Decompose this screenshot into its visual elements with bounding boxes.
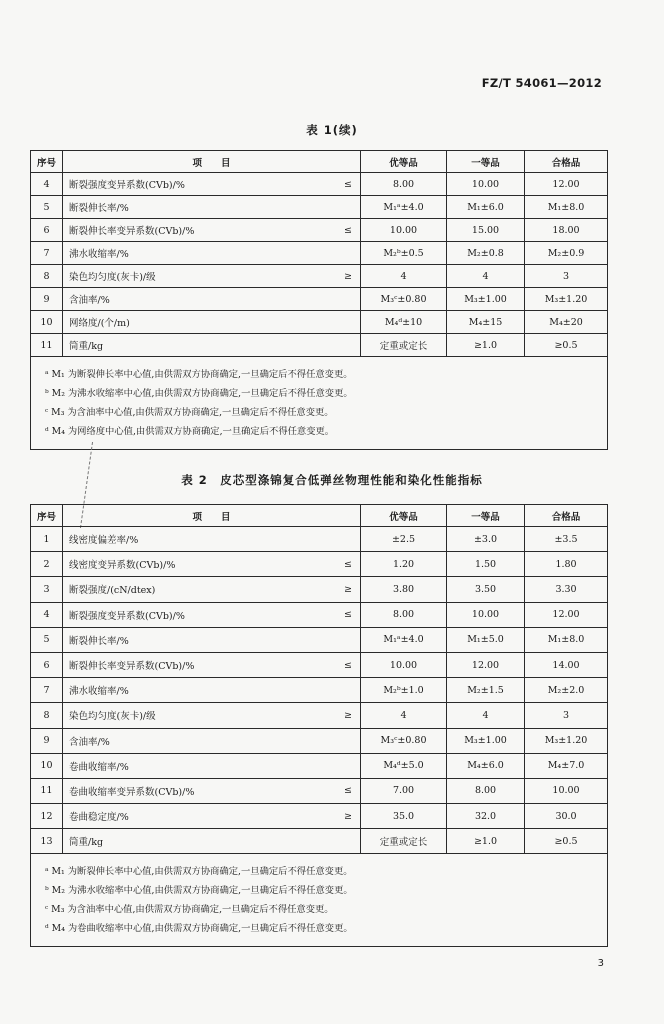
row-number: 12 xyxy=(31,804,63,829)
table-row xyxy=(31,288,608,311)
value-first-grade: M₁±5.0 xyxy=(447,627,525,652)
row-number: 5 xyxy=(31,196,63,219)
value-qualified: ≥0.5 xyxy=(525,334,608,357)
col-header-no: 序号 xyxy=(31,505,63,527)
footnote: ᵃ M₁ 为断裂伸长率中心值,由供需双方协商确定,一旦确定后不得任意变更。 xyxy=(45,866,353,878)
table-row xyxy=(31,804,608,829)
value-qualified: 14.00 xyxy=(525,652,608,677)
col-header-grade-qualified: 合格品 xyxy=(525,151,608,173)
row-number: 8 xyxy=(31,703,63,728)
value-premium: 10.00 xyxy=(361,219,447,242)
table-row xyxy=(31,753,608,778)
table2-title: 表 2 皮芯型涤锦复合低弹丝物理性能和染化性能指标 xyxy=(181,473,483,487)
value-first-grade: M₃±1.00 xyxy=(447,288,525,311)
value-qualified: ±3.5 xyxy=(525,527,608,552)
value-premium: M₂ᵇ±0.5 xyxy=(361,242,447,265)
value-first-grade: 32.0 xyxy=(447,804,525,829)
value-first-grade: 15.00 xyxy=(447,219,525,242)
table1-header-row xyxy=(31,151,608,173)
row-comparison-symbol: ≤ xyxy=(329,219,361,242)
value-first-grade: M₂±1.5 xyxy=(447,678,525,703)
row-number: 9 xyxy=(31,728,63,753)
value-first-grade: ≥1.0 xyxy=(447,334,525,357)
row-number: 1 xyxy=(31,527,63,552)
table-row xyxy=(31,829,608,854)
table-row xyxy=(31,577,608,602)
row-item-label: 筒重/kg xyxy=(63,334,361,357)
row-item-label: 沸水收缩率/% xyxy=(63,242,361,265)
col-header-grade-first: 一等品 xyxy=(447,505,525,527)
table-row xyxy=(31,196,608,219)
row-number: 8 xyxy=(31,265,63,288)
table-row xyxy=(31,627,608,652)
row-number: 6 xyxy=(31,219,63,242)
value-premium: 定重或定长 xyxy=(361,334,447,357)
table1-title: 表 1(续) xyxy=(306,123,358,137)
value-premium: M₄ᵈ±5.0 xyxy=(361,753,447,778)
row-item-label: 含油率/% xyxy=(63,728,361,753)
row-number: 13 xyxy=(31,829,63,854)
col-header-item: 项 目 xyxy=(63,505,361,527)
value-qualified: 30.0 xyxy=(525,804,608,829)
row-number: 4 xyxy=(31,602,63,627)
value-premium: M₁ᵃ±4.0 xyxy=(361,196,447,219)
value-qualified: M₃±1.20 xyxy=(525,728,608,753)
value-qualified: 18.00 xyxy=(525,219,608,242)
row-item-label: 染色均匀度(灰卡)/级 xyxy=(63,265,329,288)
footnote: ᶜ M₃ 为含油率中心值,由供需双方协商确定,一旦确定后不得任意变更。 xyxy=(45,904,334,916)
value-qualified: M₄±20 xyxy=(525,311,608,334)
row-number: 11 xyxy=(31,334,63,357)
col-header-grade-premium: 优等品 xyxy=(361,505,447,527)
value-premium: 1.20 xyxy=(361,552,447,577)
footnote: ᵇ M₂ 为沸水收缩率中心值,由供需双方协商确定,一旦确定后不得任意变更。 xyxy=(45,388,353,399)
table2-notes xyxy=(31,854,608,947)
value-premium: 7.00 xyxy=(361,778,447,803)
value-first-grade: 3.50 xyxy=(447,577,525,602)
value-qualified: 12.00 xyxy=(525,602,608,627)
col-header-grade-first: 一等品 xyxy=(447,151,525,173)
row-item-label: 断裂伸长率变异系数(CVb)/% xyxy=(63,652,329,677)
table-row xyxy=(31,311,608,334)
table-row xyxy=(31,703,608,728)
row-item-label: 网络度/(个/m) xyxy=(63,311,361,334)
row-item-label: 线密度偏差率/% xyxy=(63,527,361,552)
row-item-label: 卷曲收缩率变异系数(CVb)/% xyxy=(63,778,329,803)
value-qualified: M₃±1.20 xyxy=(525,288,608,311)
row-item-label: 线密度变异系数(CVb)/% xyxy=(63,552,329,577)
row-number: 10 xyxy=(31,311,63,334)
value-first-grade: M₄±15 xyxy=(447,311,525,334)
row-item-label: 断裂伸长率变异系数(CVb)/% xyxy=(63,219,329,242)
col-header-item: 项 目 xyxy=(63,151,361,173)
row-item-label: 断裂强度/(cN/dtex) xyxy=(63,577,329,602)
row-number: 3 xyxy=(31,577,63,602)
value-premium: M₁ᵃ±4.0 xyxy=(361,627,447,652)
value-first-grade: ±3.0 xyxy=(447,527,525,552)
row-item-label: 沸水收缩率/% xyxy=(63,678,361,703)
value-qualified: M₁±8.0 xyxy=(525,627,608,652)
table-row xyxy=(31,678,608,703)
value-qualified: 3 xyxy=(525,703,608,728)
value-first-grade: ≥1.0 xyxy=(447,829,525,854)
value-first-grade: M₁±6.0 xyxy=(447,196,525,219)
value-premium: 4 xyxy=(361,703,447,728)
table-row xyxy=(31,552,608,577)
table-row xyxy=(31,728,608,753)
row-item-label: 断裂伸长率/% xyxy=(63,627,361,652)
col-header-no: 序号 xyxy=(31,151,63,173)
value-qualified: 3 xyxy=(525,265,608,288)
table-row xyxy=(31,173,608,196)
table-row xyxy=(31,778,608,803)
row-number: 5 xyxy=(31,627,63,652)
value-qualified: 12.00 xyxy=(525,173,608,196)
value-first-grade: 10.00 xyxy=(447,602,525,627)
table-row xyxy=(31,602,608,627)
standard-code: FZ/T 54061—2012 xyxy=(481,76,602,90)
table1-notes xyxy=(31,357,608,450)
row-comparison-symbol: ≥ xyxy=(329,703,361,728)
table-row xyxy=(31,219,608,242)
table-row xyxy=(31,334,608,357)
row-number: 7 xyxy=(31,242,63,265)
value-premium: 8.00 xyxy=(361,602,447,627)
value-first-grade: 4 xyxy=(447,265,525,288)
row-item-label: 卷曲稳定度/% xyxy=(63,804,329,829)
value-first-grade: M₂±0.8 xyxy=(447,242,525,265)
footnote: ᵈ M₄ 为网络度中心值,由供需双方协商确定,一旦确定后不得任意变更。 xyxy=(45,426,335,437)
value-premium: 35.0 xyxy=(361,804,447,829)
row-comparison-symbol: ≤ xyxy=(329,602,361,627)
row-item-label: 筒重/kg xyxy=(63,829,361,854)
footnote: ᵈ M₄ 为卷曲收缩率中心值,由供需双方协商确定,一旦确定后不得任意变更。 xyxy=(45,923,353,935)
row-item-label: 染色均匀度(灰卡)/级 xyxy=(63,703,329,728)
row-comparison-symbol: ≤ xyxy=(329,778,361,803)
value-premium: M₃ᶜ±0.80 xyxy=(361,288,447,311)
value-first-grade: 12.00 xyxy=(447,652,525,677)
row-comparison-symbol: ≤ xyxy=(329,552,361,577)
row-item-label: 断裂伸长率/% xyxy=(63,196,361,219)
value-qualified: M₂±0.9 xyxy=(525,242,608,265)
value-premium: M₄ᵈ±10 xyxy=(361,311,447,334)
col-header-grade-qualified: 合格品 xyxy=(525,505,608,527)
value-first-grade: 4 xyxy=(447,703,525,728)
table-row xyxy=(31,652,608,677)
table-row xyxy=(31,242,608,265)
row-number: 9 xyxy=(31,288,63,311)
value-first-grade: 8.00 xyxy=(447,778,525,803)
table-row xyxy=(31,527,608,552)
value-qualified: ≥0.5 xyxy=(525,829,608,854)
row-comparison-symbol: ≥ xyxy=(329,804,361,829)
value-qualified: M₂±2.0 xyxy=(525,678,608,703)
row-comparison-symbol: ≤ xyxy=(329,652,361,677)
value-first-grade: M₄±6.0 xyxy=(447,753,525,778)
footnote: ᵇ M₂ 为沸水收缩率中心值,由供需双方协商确定,一旦确定后不得任意变更。 xyxy=(45,885,353,897)
value-qualified: M₁±8.0 xyxy=(525,196,608,219)
value-premium: ±2.5 xyxy=(361,527,447,552)
value-qualified: 10.00 xyxy=(525,778,608,803)
footnote: ᵃ M₁ 为断裂伸长率中心值,由供需双方协商确定,一旦确定后不得任意变更。 xyxy=(45,369,353,380)
table2-header-row xyxy=(31,505,608,527)
row-comparison-symbol: ≥ xyxy=(329,577,361,602)
row-item-label: 含油率/% xyxy=(63,288,361,311)
row-comparison-symbol: ≤ xyxy=(329,173,361,196)
col-header-grade-premium: 优等品 xyxy=(361,151,447,173)
value-premium: 定重或定长 xyxy=(361,829,447,854)
value-first-grade: 1.50 xyxy=(447,552,525,577)
row-number: 6 xyxy=(31,652,63,677)
row-item-label: 断裂强度变异系数(CVb)/% xyxy=(63,173,329,196)
value-qualified: 1.80 xyxy=(525,552,608,577)
row-number: 2 xyxy=(31,552,63,577)
row-number: 7 xyxy=(31,678,63,703)
table-row xyxy=(31,265,608,288)
row-number: 10 xyxy=(31,753,63,778)
footnote: ᶜ M₃ 为含油率中心值,由供需双方协商确定,一旦确定后不得任意变更。 xyxy=(45,407,334,418)
value-first-grade: M₃±1.00 xyxy=(447,728,525,753)
table2 xyxy=(30,504,608,947)
row-number: 4 xyxy=(31,173,63,196)
value-first-grade: 10.00 xyxy=(447,173,525,196)
row-comparison-symbol: ≥ xyxy=(329,265,361,288)
value-premium: 3.80 xyxy=(361,577,447,602)
value-premium: 4 xyxy=(361,265,447,288)
value-premium: M₂ᵇ±1.0 xyxy=(361,678,447,703)
value-premium: M₃ᶜ±0.80 xyxy=(361,728,447,753)
value-premium: 8.00 xyxy=(361,173,447,196)
row-number: 11 xyxy=(31,778,63,803)
value-qualified: M₄±7.0 xyxy=(525,753,608,778)
row-item-label: 卷曲收缩率/% xyxy=(63,753,361,778)
table1 xyxy=(30,150,608,450)
value-premium: 10.00 xyxy=(361,652,447,677)
value-qualified: 3.30 xyxy=(525,577,608,602)
page-number: 3 xyxy=(597,958,604,969)
row-item-label: 断裂强度变异系数(CVb)/% xyxy=(63,602,329,627)
